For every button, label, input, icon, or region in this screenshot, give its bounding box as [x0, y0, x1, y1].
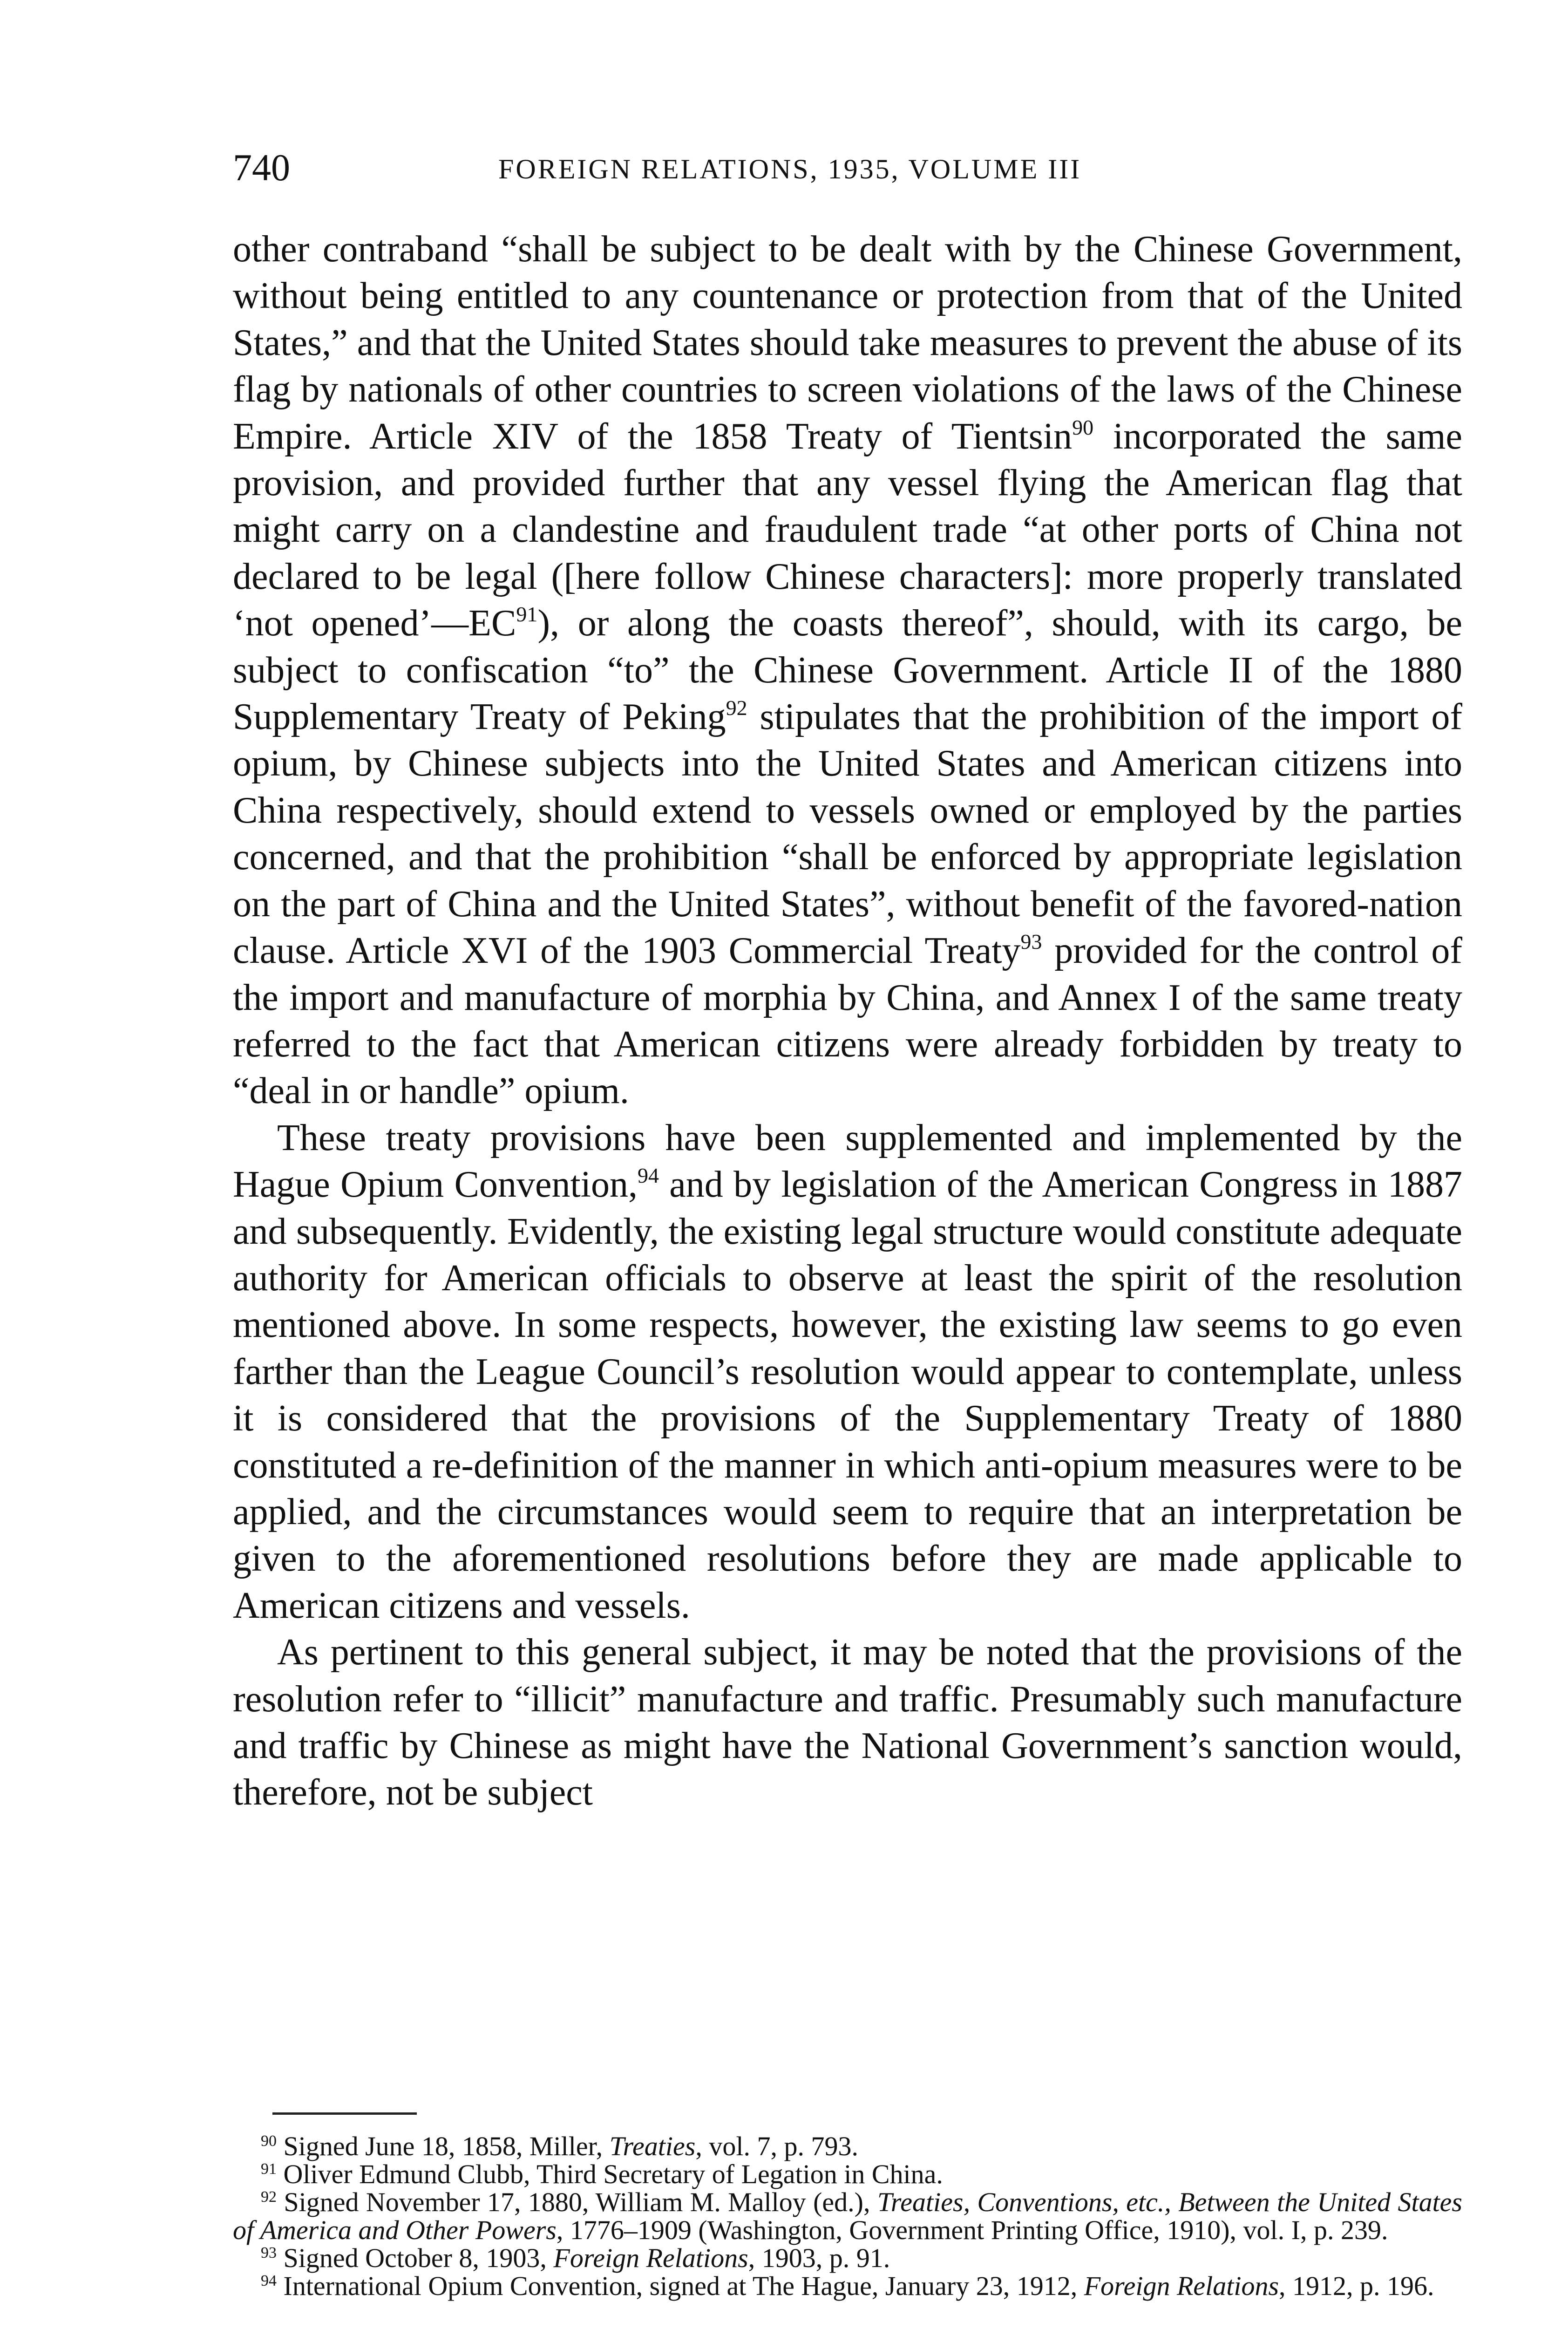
footnote-text: , 1903, p. 91.: [748, 2243, 890, 2273]
footnote-italic: Treaties, Conventions, etc., Between the United States of America and Other Powers: [233, 2187, 1462, 2245]
footnote-93: [233, 2244, 1462, 2272]
text-run: and by legislation of the American Congress in 1887 and subsequently. Evidently, the existing legal structure would constitute adequate authority for American officials to observe at least the spirit of the resolution mentioned above. In some respects, however, the existing law seems to go even farther than the League Council’s resolution would appear to contemplate, unless it is considered that the provisions of the Supplementary Treaty of 1880 constituted a re-definition of the manner in which anti-opium measures were to be applied, and the circumstances would seem to require that an interpretation be given to the aforementioned resolutions before they are made applicable to American citizens and vessels.: [233, 1164, 1463, 1626]
paragraph-3: As pertinent to this general subject, it may be noted that the provisions of the resolution refer to “illicit” manufacture and traffic. Presumably such manufacture and traffic by Chinese as might have the National Government’s sanction would, therefore, not be subject: [233, 1632, 1462, 1813]
footnote-text: , vol. 7, p. 793.: [695, 2131, 858, 2161]
footnote-number: 91: [261, 2160, 277, 2178]
paragraph-1: [233, 226, 1462, 1115]
text-run: These treaty provisions have been supplemented and implemented by the Hague Opium Convention,: [233, 1117, 1462, 1205]
footnote-reference: 92: [726, 696, 747, 720]
text-run: incorporated the same provision, and provided further that any vessel flying the American flag that might carry on a clandestine and fraudulent trade “at other ports of China not declared to be legal ([here follow Chinese characters]: more properly translated ‘not opened’—EC: [233, 415, 1462, 644]
text-run: stipulates that the prohibition of the import of opium, by Chinese subjects into the United States and American citizens into China respectively, should extend to vessels owned or employed by the parties concerned, and that the prohibition “shall be enforced by appropriate legislation on the part of China and the United States”, without benefit of the favored-nation clause. Article XVI of the 1903 Commercial Treaty: [233, 696, 1463, 972]
footnote-text: Signed October 8, 1903,: [283, 2243, 554, 2273]
footnotes: [233, 2132, 1462, 2300]
footnote-text: International Opium Convention, signed at The Hague, January 23, 1912,: [283, 2271, 1084, 2301]
footnote-number: 92: [261, 2188, 277, 2206]
footnote-reference: 91: [516, 602, 538, 627]
footnote-number: 93: [261, 2244, 277, 2261]
footnote-text: Signed June 18, 1858, Miller,: [283, 2131, 610, 2161]
footnote-text: Oliver Edmund Clubb, Third Secretary of Legation in China.: [283, 2159, 943, 2189]
page-header: [233, 142, 1462, 193]
footnote-text: Signed November 17, 1880, William M. Malloy (ed.),: [284, 2187, 877, 2217]
running-head: FOREIGN RELATIONS, 1935, VOLUME III: [498, 154, 1082, 184]
footnote-italic: Treaties: [609, 2131, 696, 2161]
footnote-91: [233, 2160, 1462, 2188]
footnote-text: , 1912, p. 196.: [1279, 2271, 1434, 2301]
paragraph-2: [233, 1115, 1462, 1629]
footnote-92: [233, 2188, 1462, 2244]
footnote-reference: 93: [1020, 930, 1042, 954]
text-run: provided for the control of the import and manufacture of morphia by China, and Annex I of the same treaty referred to the fact that American citizens were already forbidden by treaty to “deal in or handle” opium.: [233, 930, 1463, 1112]
text-run: other contraband “shall be subject to be dealt with by the Chinese Government, without being entitled to any countenance or protection from that of the United States,” and that the United States should take measures to prevent the abuse of its flag by nationals of other countries to screen violations of the laws of the Chinese Empire. Article XIV of the 1858 Treaty of Tientsin: [233, 229, 1462, 457]
footnote-italic: Foreign Relations: [553, 2243, 748, 2273]
footnote-text: , 1776–1909 (Washington, Government Printing Office, 1910), vol. I, p. 239.: [556, 2215, 1388, 2245]
footnote-reference: 90: [1072, 415, 1094, 439]
footnote-90: [233, 2132, 1462, 2160]
text-run: ), or along the coasts thereof”, should, with its cargo, be subject to confiscation “to” the Chinese Government. Article II of the 1880 Supplementary Treaty of Peking: [233, 603, 1463, 738]
footnote-italic: Foreign Relations: [1084, 2271, 1279, 2301]
footnote-reference: 94: [637, 1164, 659, 1188]
footnote-divider: [272, 2112, 417, 2115]
footnote-number: 90: [261, 2132, 277, 2150]
page-number: 740: [233, 146, 290, 189]
body-text: [233, 226, 1462, 1816]
footnote-94: [233, 2272, 1462, 2300]
footnote-number: 94: [261, 2272, 277, 2289]
